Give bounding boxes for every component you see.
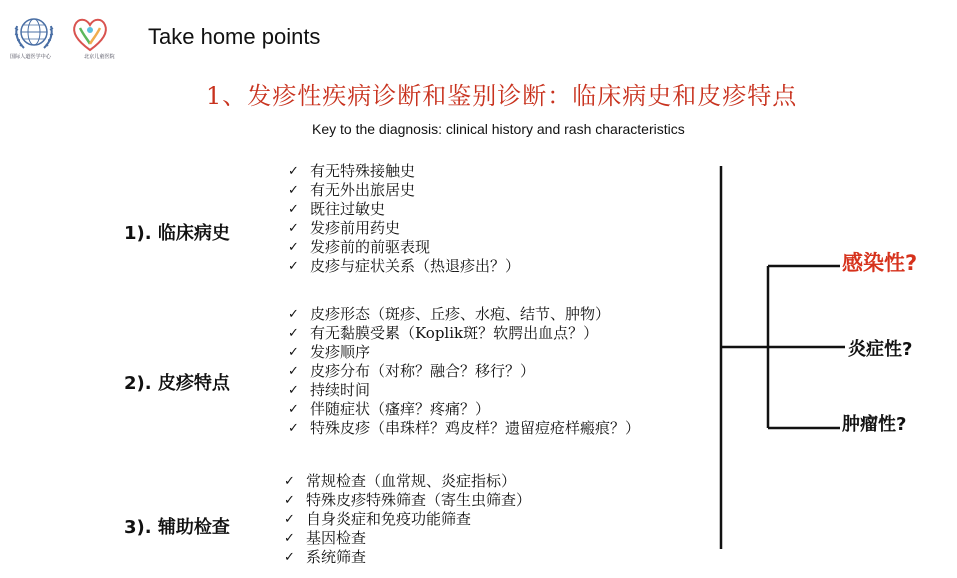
list-item — [288, 181, 520, 200]
list-item-text: 特殊皮疹（串珠样？鸡皮样？遗留痘疮样瘢痕？） — [310, 419, 641, 437]
list-item-text: 发疹前用药史 — [310, 219, 401, 237]
list-item-text: 系统筛查 — [306, 548, 367, 566]
outcome-infectious: 感染性? — [842, 251, 918, 275]
list-item-text: 有无特殊接触史 — [310, 162, 416, 180]
slide-title: 1、发疹性疾病诊断和鉴别诊断：临床病史和皮疹特点 — [206, 82, 798, 110]
list-item — [288, 419, 640, 438]
outcome-tumor: 肿瘤性? — [842, 414, 907, 435]
section-heading-rash-features: 2). 皮疹特点 — [124, 373, 230, 394]
list-item — [288, 238, 520, 257]
hospital-logo — [66, 10, 114, 70]
list-item — [288, 257, 520, 276]
list-item-text: 持续时间 — [310, 381, 371, 399]
list-item — [288, 305, 640, 324]
check-icon: ✓ — [288, 259, 299, 274]
check-icon: ✓ — [288, 202, 299, 217]
check-icon: ✓ — [288, 307, 299, 322]
list-item — [284, 472, 531, 491]
list-item-text: 特殊皮疹特殊筛查（寄生虫筛查） — [306, 491, 532, 509]
slide-subtitle: Key to the diagnosis: clinical history and rash characteristics — [312, 121, 685, 137]
check-icon: ✓ — [288, 240, 299, 255]
list-item-text: 伴随症状（瘙痒？疼痛？） — [310, 400, 491, 418]
list-item-text: 皮疹分布（对称？融合？移行？） — [310, 362, 536, 380]
list-item-text: 既往过敏史 — [310, 200, 386, 218]
section-heading-auxiliary-tests: 3). 辅助检查 — [124, 517, 230, 538]
check-icon: ✓ — [288, 164, 299, 179]
list-item-text: 有无黏膜受累（Koplik斑？软腭出血点？） — [310, 324, 599, 342]
list-item — [284, 529, 531, 548]
check-icon: ✓ — [288, 345, 299, 360]
check-icon: ✓ — [288, 326, 299, 341]
list-item-text: 自身炎症和免疫功能筛查 — [306, 510, 472, 528]
list-item-text: 发疹顺序 — [310, 343, 371, 361]
auxiliary-tests-list — [284, 472, 531, 567]
list-item — [284, 548, 531, 567]
list-item — [288, 362, 640, 381]
check-icon: ✓ — [284, 550, 295, 565]
list-item-text: 皮疹形态（斑疹、丘疹、水疱、结节、肿物） — [310, 305, 611, 323]
check-icon: ✓ — [284, 474, 295, 489]
logo-left-caption: 国际人道医学中心 — [10, 53, 51, 60]
check-icon: ✓ — [288, 183, 299, 198]
check-icon: ✓ — [284, 493, 295, 508]
rash-features-list — [288, 305, 640, 438]
list-item — [288, 343, 640, 362]
list-item-text: 有无外出旅居史 — [310, 181, 416, 199]
list-item-text: 皮疹与症状关系（热退疹出？） — [310, 257, 521, 275]
list-item-text: 发疹前的前驱表现 — [310, 238, 431, 256]
clinical-history-list — [288, 162, 520, 276]
list-item — [288, 162, 520, 181]
list-item — [288, 200, 520, 219]
check-icon: ✓ — [288, 364, 299, 379]
list-item-text: 常规检查（血常规、炎症指标） — [306, 472, 517, 490]
check-icon: ✓ — [284, 531, 295, 546]
list-item — [288, 400, 640, 419]
check-icon: ✓ — [288, 402, 299, 417]
logo-right-caption: 北京儿童医院 — [84, 53, 115, 60]
heart-hands-icon — [66, 10, 114, 58]
section-heading-clinical-history: 1). 临床病史 — [124, 223, 230, 244]
list-item — [288, 219, 520, 238]
list-item — [288, 381, 640, 400]
check-icon: ✓ — [288, 421, 299, 436]
list-item — [284, 491, 531, 510]
un-style-logo — [10, 10, 58, 70]
list-item-text: 基因检查 — [306, 529, 367, 547]
outcome-inflammatory: 炎症性? — [848, 339, 913, 360]
list-item — [288, 324, 640, 343]
check-icon: ✓ — [288, 221, 299, 236]
check-icon: ✓ — [284, 512, 295, 527]
globe-wreath-icon — [10, 10, 58, 58]
slide-label: Take home points — [148, 24, 321, 49]
list-item — [284, 510, 531, 529]
check-icon: ✓ — [288, 383, 299, 398]
